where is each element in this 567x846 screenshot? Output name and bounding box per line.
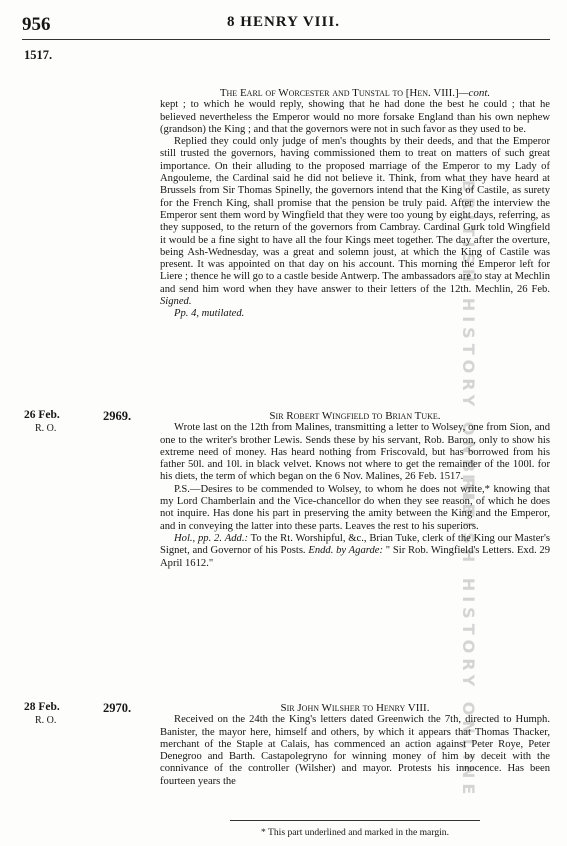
entry-source: R. O. (35, 423, 57, 434)
entry-number: 2969. (103, 409, 132, 423)
paragraph: Received on the 24th the King's letters dated Greenwich the 7th, directed to Humph. Banister, the mayor here, himself and others, by which it appears that Thomas Thacker, merchant of the Staple at Calais, has commenced an action against Peter Roye, Peter Denegroo and Barth. Castapolegryno for winning money of him by deceit with the connivance of the controller (Wilsher) and mayor. Protests his innocence. Has been fourteen years the (160, 714, 550, 787)
entry-heading: The Earl of Worcester and Tunstal to [Hen. VIII.]—cont. (219, 87, 491, 99)
paragraph: kept ; to which he would reply, showing that he had done the best he could ; that he believed nevertheless the Emperor would no more forsake England than his own nephew (grandson) the King ; and that the governors were not in such favor as they used to be. (160, 99, 550, 135)
paragraph: Wrote last on the 12th from Malines, transmitting a letter to Wolsey, one from Sion, and one to the writer's brother Lewis. Sends these by his servant, Rob. Baron, only to show his extreme need of money. Has heard nothing from Friscovald, but has borrowed from his father 50l. and 10l. in black velvet. Knows not where to get the remainder of the 100l. for his diets, the term of which began on the 6 Nov. Malines, 26 Feb. 1517. (160, 422, 550, 483)
entry-2970 (160, 702, 550, 788)
footnote-rule (230, 820, 480, 821)
running-head: 8 HENRY VIII. (227, 14, 340, 30)
entry-heading: Sir Robert Wingfield to Brian Tuke. (269, 410, 441, 422)
entry-continued (160, 87, 550, 321)
paragraph: P.S.—Desires to be commended to Wolsey, to whom he does not write,* knowing that my Lord Chamberlain and the Vice-chancellor do when they see reason, of which he does not inquire. Has done his part in preserving the amity between the King and the Emperor, and in conveying the latter into these parts. Leaves the rest to his superiors. (160, 483, 550, 532)
entry-number: 2970. (103, 701, 132, 715)
entry-date: 28 Feb. (24, 701, 60, 713)
entry-date: 26 Feb. (24, 409, 60, 421)
watermark-upper: BRITISH HISTORY ONLINE (459, 180, 478, 520)
header-rule (22, 39, 550, 40)
footnote: * This part underlined and marked in the margin. (260, 827, 449, 838)
entry-source: R. O. (35, 715, 57, 726)
watermark-lower: BRITISH HISTORY ONLINE (459, 460, 478, 800)
archival-note: Pp. 4, mutilated. (174, 308, 245, 320)
paragraph: Replied they could only judge of men's thoughts by their deeds, and that the Emperor still trusted the governors, having commissioned them to treat on matters of such great importance. On their alluding to the proposed marriage of the Emperor to my Lady of Angouleme, the Cardinal said he did not believe it. Think, from what they have heard at Brussels from Sir Thomas Spinelly, the governors intend that the King of Castile, as surety for the French King, shall promise that the pension be truly paid. After the interview the Emperor sent them word by Wingfield that they were too young by eight days, referring, as they supposed, to the return of the governors from Cambray. Cardinal Gurk told Wingfield it would be a fine sight to have all the four Kings meet together. The day after the overture, being Ash-Wednesday, was a great and solemn joust, at which the King of Castile was present. It was appointed on that day on his account. This morning the Emperor left for Liere ; thence he will go to a castle beside Antwerp. The ambassadors are to stay at Mechlin and send him word when they have answer to their letters of the 12th. Mechlin, 26 Feb. Signed. (160, 136, 550, 308)
archival-note: Hol., pp. 2. Add.: To the Rt. Worshipful, &c., Brian Tuke, clerk of the King our Master's Signet, and Governor of his Posts. Endd. by Agarde: " Sir Rob. Wingfield's Letters. Exd. 29 April 1612." (160, 532, 551, 569)
entry-heading: Sir John Wilsher to Henry VIII. (280, 702, 430, 714)
entry-2969 (160, 410, 550, 570)
margin-year: 1517. (24, 48, 53, 62)
page-number: 956 (22, 14, 51, 35)
